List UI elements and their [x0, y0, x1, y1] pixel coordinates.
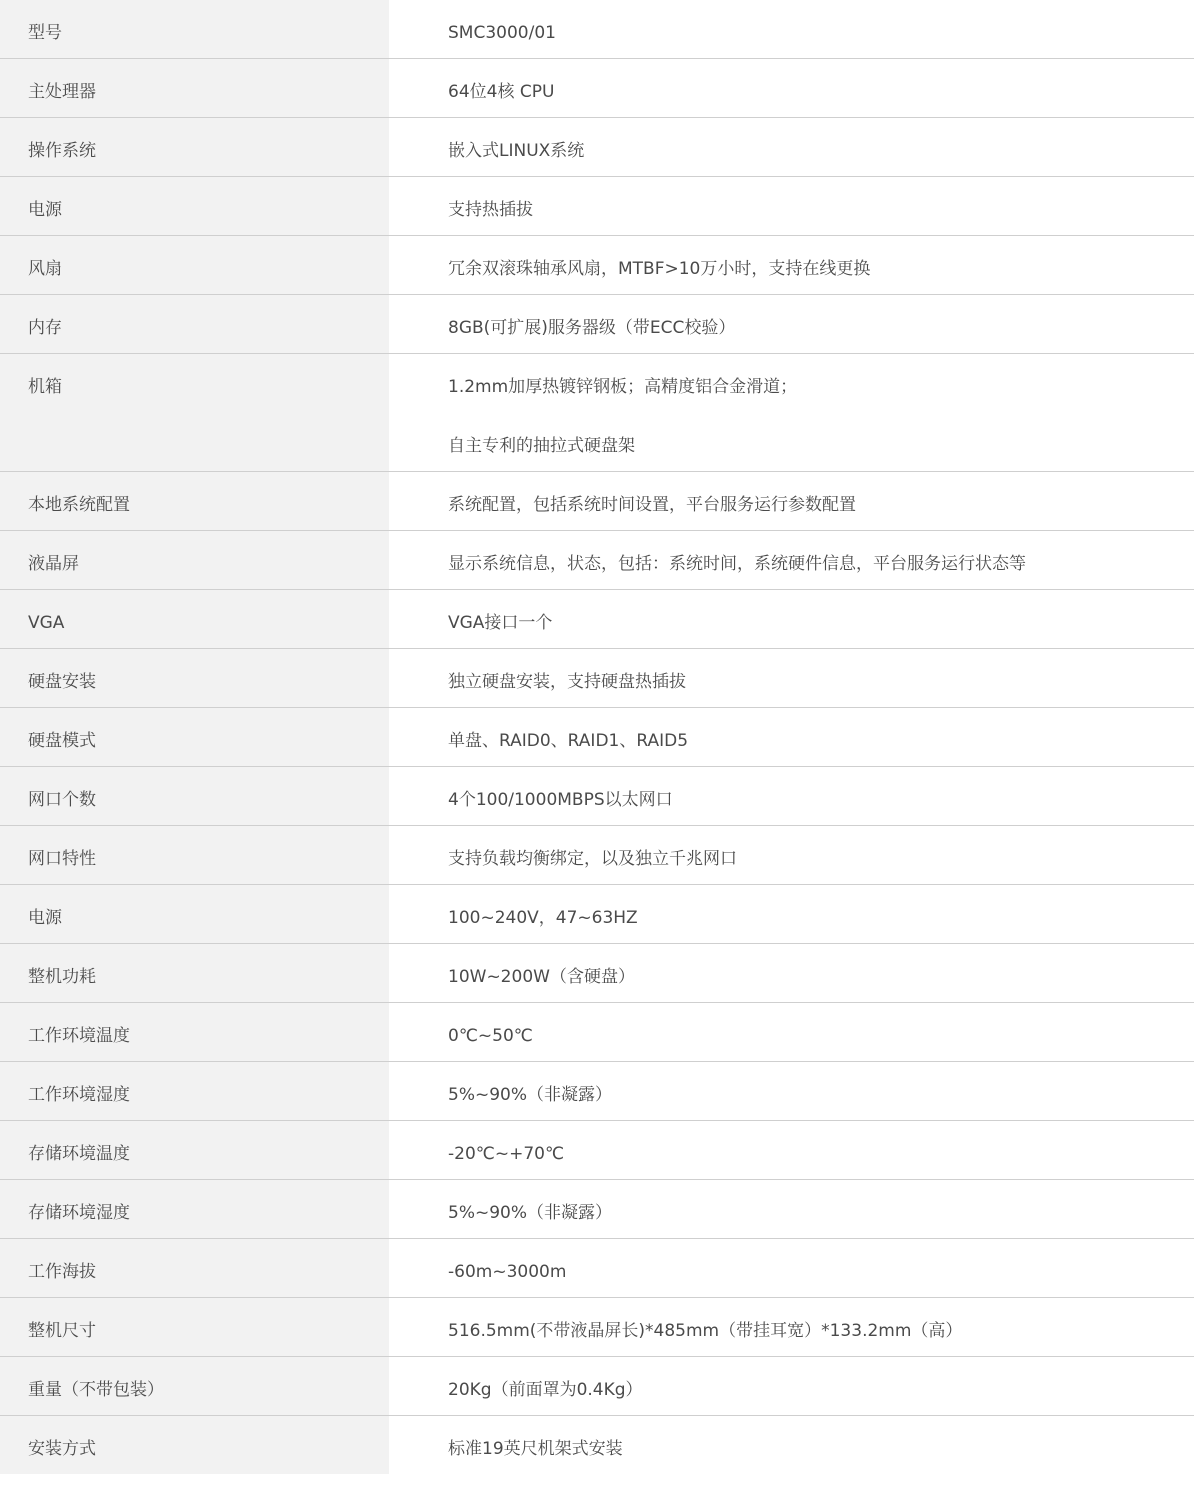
spec-value: SMC3000/01 [389, 0, 1194, 59]
spec-value-line: 1.2mm加厚热镀锌钢板；高精度铝合金滑道； [448, 377, 798, 397]
spec-label: VGA [0, 590, 389, 649]
spec-label: 型号 [0, 0, 389, 59]
spec-value-line: 自主专利的抽拉式硬盘架 [448, 436, 635, 456]
table-row [0, 708, 1194, 767]
table-row [0, 0, 1194, 59]
spec-label: 工作环境湿度 [0, 1062, 389, 1121]
table-row [0, 1062, 1194, 1121]
spec-value: 系统配置，包括系统时间设置，平台服务运行参数配置 [389, 472, 1194, 531]
table-row [0, 59, 1194, 118]
spec-value: 支持热插拔 [389, 177, 1194, 236]
table-row [0, 531, 1194, 590]
spec-value [389, 354, 1194, 472]
spec-label: 硬盘模式 [0, 708, 389, 767]
spec-label: 电源 [0, 177, 389, 236]
spec-label: 整机尺寸 [0, 1298, 389, 1357]
spec-label: 存储环境湿度 [0, 1180, 389, 1239]
spec-value: VGA接口一个 [389, 590, 1194, 649]
table-row [0, 1416, 1194, 1475]
spec-value: 100~240V，47~63HZ [389, 885, 1194, 944]
table-row [0, 1298, 1194, 1357]
spec-value: 5%~90%（非凝露） [389, 1062, 1194, 1121]
table-row [0, 295, 1194, 354]
spec-label: 本地系统配置 [0, 472, 389, 531]
spec-value: 标准19英尺机架式安装 [389, 1416, 1194, 1475]
spec-label: 重量（不带包装） [0, 1357, 389, 1416]
table-row [0, 826, 1194, 885]
spec-value: 5%~90%（非凝露） [389, 1180, 1194, 1239]
spec-value: 64位4核 CPU [389, 59, 1194, 118]
spec-label: 内存 [0, 295, 389, 354]
spec-label: 存储环境温度 [0, 1121, 389, 1180]
table-row [0, 944, 1194, 1003]
spec-label: 安装方式 [0, 1416, 389, 1475]
spec-value: 4个100/1000MBPS以太网口 [389, 767, 1194, 826]
spec-label: 机箱 [0, 354, 389, 472]
table-row [0, 767, 1194, 826]
table-row [0, 649, 1194, 708]
spec-value: 嵌入式LINUX系统 [389, 118, 1194, 177]
spec-value: -20℃~+70℃ [389, 1121, 1194, 1180]
spec-value: 支持负载均衡绑定，以及独立千兆网口 [389, 826, 1194, 885]
table-row [0, 885, 1194, 944]
table-row [0, 118, 1194, 177]
spec-value: 516.5mm(不带液晶屏长)*485mm（带挂耳宽）*133.2mm（高） [389, 1298, 1194, 1357]
spec-value: 10W~200W（含硬盘） [389, 944, 1194, 1003]
table-row [0, 236, 1194, 295]
table-row [0, 1121, 1194, 1180]
spec-value: 20Kg（前面罩为0.4Kg） [389, 1357, 1194, 1416]
spec-label: 工作环境温度 [0, 1003, 389, 1062]
spec-value: 0℃~50℃ [389, 1003, 1194, 1062]
spec-label: 风扇 [0, 236, 389, 295]
spec-label: 硬盘安装 [0, 649, 389, 708]
spec-value: 独立硬盘安装，支持硬盘热插拔 [389, 649, 1194, 708]
spec-label: 网口特性 [0, 826, 389, 885]
spec-value: 8GB(可扩展)服务器级（带ECC校验） [389, 295, 1194, 354]
table-row [0, 177, 1194, 236]
table-row [0, 1003, 1194, 1062]
spec-value: -60m~3000m [389, 1239, 1194, 1298]
table-row [0, 472, 1194, 531]
spec-value: 冗余双滚珠轴承风扇，MTBF>10万小时，支持在线更换 [389, 236, 1194, 295]
spec-label: 工作海拔 [0, 1239, 389, 1298]
spec-label: 主处理器 [0, 59, 389, 118]
spec-value: 单盘、RAID0、RAID1、RAID5 [389, 708, 1194, 767]
table-row [0, 1357, 1194, 1416]
table-row [0, 1180, 1194, 1239]
spec-label: 操作系统 [0, 118, 389, 177]
table-row [0, 354, 1194, 472]
spec-label: 整机功耗 [0, 944, 389, 1003]
spec-value: 显示系统信息，状态，包括：系统时间，系统硬件信息，平台服务运行状态等 [389, 531, 1194, 590]
table-row [0, 1239, 1194, 1298]
table-row [0, 590, 1194, 649]
spec-label: 电源 [0, 885, 389, 944]
spec-label: 网口个数 [0, 767, 389, 826]
spec-label: 液晶屏 [0, 531, 389, 590]
